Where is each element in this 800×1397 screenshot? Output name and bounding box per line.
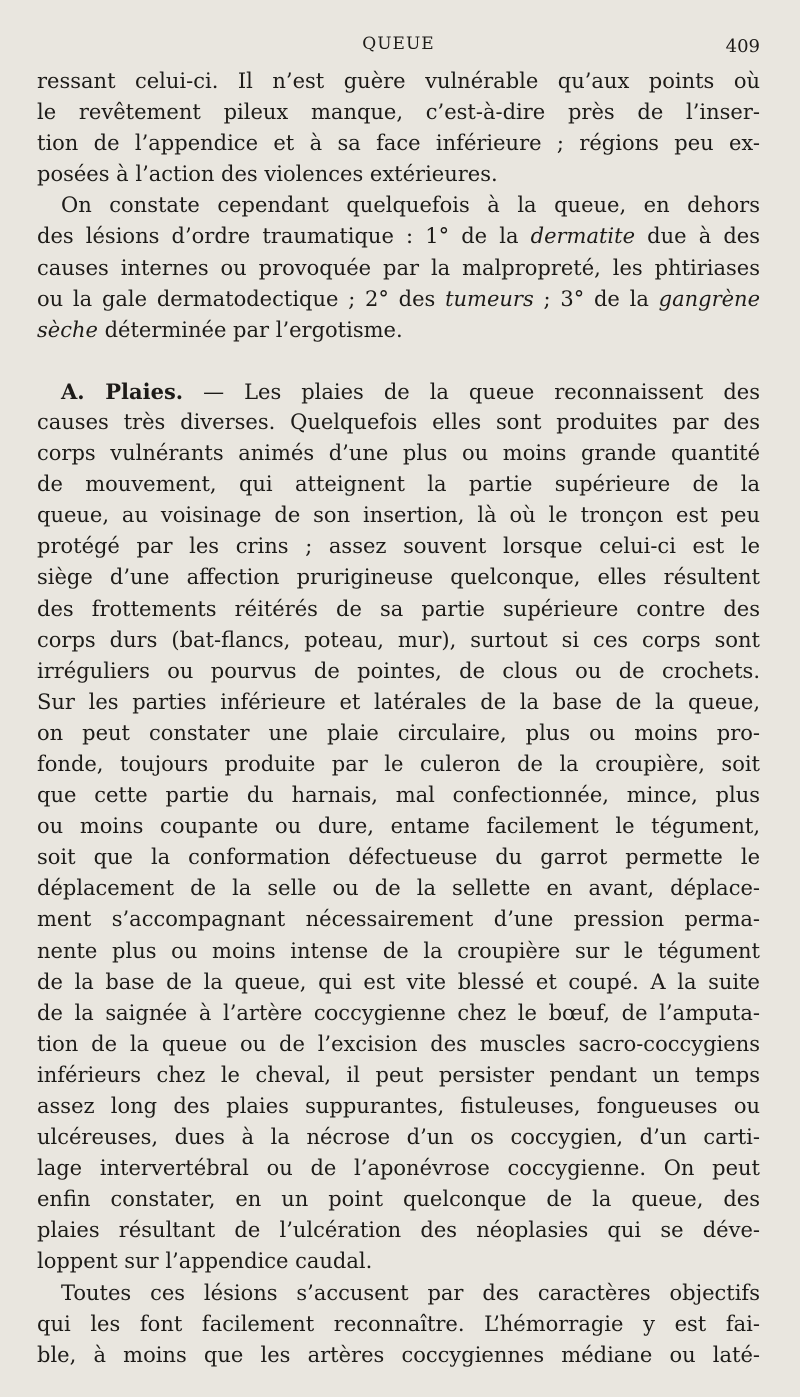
text-run: ou la gale dermatodectique ; 2° des [37, 286, 446, 311]
text-line: soit que la conformation défectueuse du garrot permette le [37, 845, 760, 870]
text-line: siège d’une affection prurigineuse quelconque, elles résultent [37, 565, 760, 590]
text-line: irréguliers ou pourvus de pointes, de clous ou de crochets. [37, 658, 760, 683]
text-run: déterminée par l’ergotisme. [97, 317, 403, 342]
page-number: 409 [725, 36, 760, 57]
text-run: ; 3° de la [533, 286, 659, 311]
text-line: causes internes ou provoquée par la malpropreté, les phtiriases [37, 255, 760, 280]
text-line: inférieurs chez le cheval, il peut persister pendant un temps [37, 1062, 760, 1087]
text-line: Sur les parties inférieure et latérales de la base de la queue, [37, 689, 760, 714]
text-line: protégé par les crins ; assez souvent lorsque celui-ci est le [37, 534, 760, 559]
text-line [37, 284, 760, 315]
text-line: On constate cependant quelquefois à la queue, en dehors [61, 193, 760, 218]
italic-term-tumeurs: tumeurs [445, 286, 534, 311]
text-line: enfin constater, en un point quelconque de la queue, des [37, 1187, 760, 1212]
text-line: ment s’accompagnant nécessairement d’une pression perma- [37, 907, 760, 932]
page-header [37, 28, 760, 66]
italic-term-dermatite: dermatite [530, 224, 636, 249]
text-line: nente plus ou moins intense de la croupière sur le tégument [37, 938, 760, 963]
text-line: lage intervertébral ou de l’aponévrose coccygienne. On peut [37, 1156, 760, 1181]
section-a-plaies [37, 376, 760, 1278]
paragraph-1 [37, 66, 760, 190]
text-line: queue, au voisinage de son insertion, là où le tronçon est peu [37, 503, 760, 528]
text-line: ulcéreuses, dues à la nécrose d’un os coccygien, d’un carti- [37, 1125, 760, 1150]
paragraph-4 [37, 1278, 760, 1371]
text-run: due à des [635, 224, 761, 249]
text-line: le revêtement pileux manque, c’est-à-dire près de l’inser- [37, 100, 760, 125]
text-line: que cette partie du harnais, mal confectionnée, mince, plus [37, 783, 760, 808]
text-line: qui les font facilement reconnaître. L’hémorragie y est fai- [37, 1311, 760, 1336]
text-line: des frottements réitérés de sa partie supérieure contre des [37, 596, 760, 621]
text-line: posées à l’action des violences extérieures. [37, 162, 498, 187]
text-line: corps vulnérants animés d’une plus ou moins grande quantité [37, 441, 760, 466]
text-line [37, 315, 760, 346]
text-line: assez long des plaies suppurantes, fistuleuses, fongueuses ou [37, 1094, 760, 1118]
text-line [37, 376, 760, 407]
text-line: de la saignée à l’artère coccygienne chez le bœuf, de l’amputa- [37, 1000, 760, 1025]
text-line: ble, à moins que les artères coccygiennes médiane ou laté- [37, 1342, 760, 1367]
text-line: tion de la queue ou de l’excision des muscles sacro-coccygiens [37, 1031, 760, 1056]
text-line: fonde, toujours produite par le culeron de la croupière, soit [37, 751, 760, 776]
text-line: de la base de la queue, qui est vite blessé et coupé. A la suite [37, 969, 760, 994]
text-line: Toutes ces lésions s’accusent par des caractères objectifs [61, 1280, 760, 1305]
text-line: ressant celui-ci. Il n’est guère vulnérable qu’aux points où [37, 69, 760, 93]
text-line: plaies résultant de l’ulcération des néoplasies qui se déve- [37, 1218, 760, 1243]
text-line: déplacement de la selle ou de la sellette en avant, déplace- [37, 876, 760, 901]
text-line: de mouvement, qui atteignent la partie supérieure de la [37, 472, 760, 497]
text-line: loppent sur l’appendice caudal. [37, 1249, 373, 1274]
section-gap [37, 346, 760, 376]
paragraph-2 [37, 190, 760, 345]
running-title: QUEUE [362, 34, 435, 54]
text-line: causes très diverses. Quelquefois elles sont produites par des [37, 409, 760, 434]
text-line: corps durs (bat-flancs, poteau, mur), surtout si ces corps sont [37, 627, 760, 652]
italic-term-gangrene: gangrène [658, 286, 760, 311]
text-run: des lésions d’ordre traumatique : 1° de la [37, 224, 531, 249]
text-run: — Les plaies de la queue reconnaissent des [183, 379, 761, 404]
text-line [37, 221, 760, 252]
text-line: ou moins coupante ou dure, entame facilement le tégument, [37, 814, 760, 839]
section-heading: A. Plaies. [61, 378, 184, 404]
italic-term-seche: sèche [37, 317, 98, 342]
text-line: tion de l’appendice et à sa face inférieure ; régions peu ex- [37, 131, 760, 156]
text-line: on peut constater une plaie circulaire, plus ou moins pro- [37, 720, 760, 745]
